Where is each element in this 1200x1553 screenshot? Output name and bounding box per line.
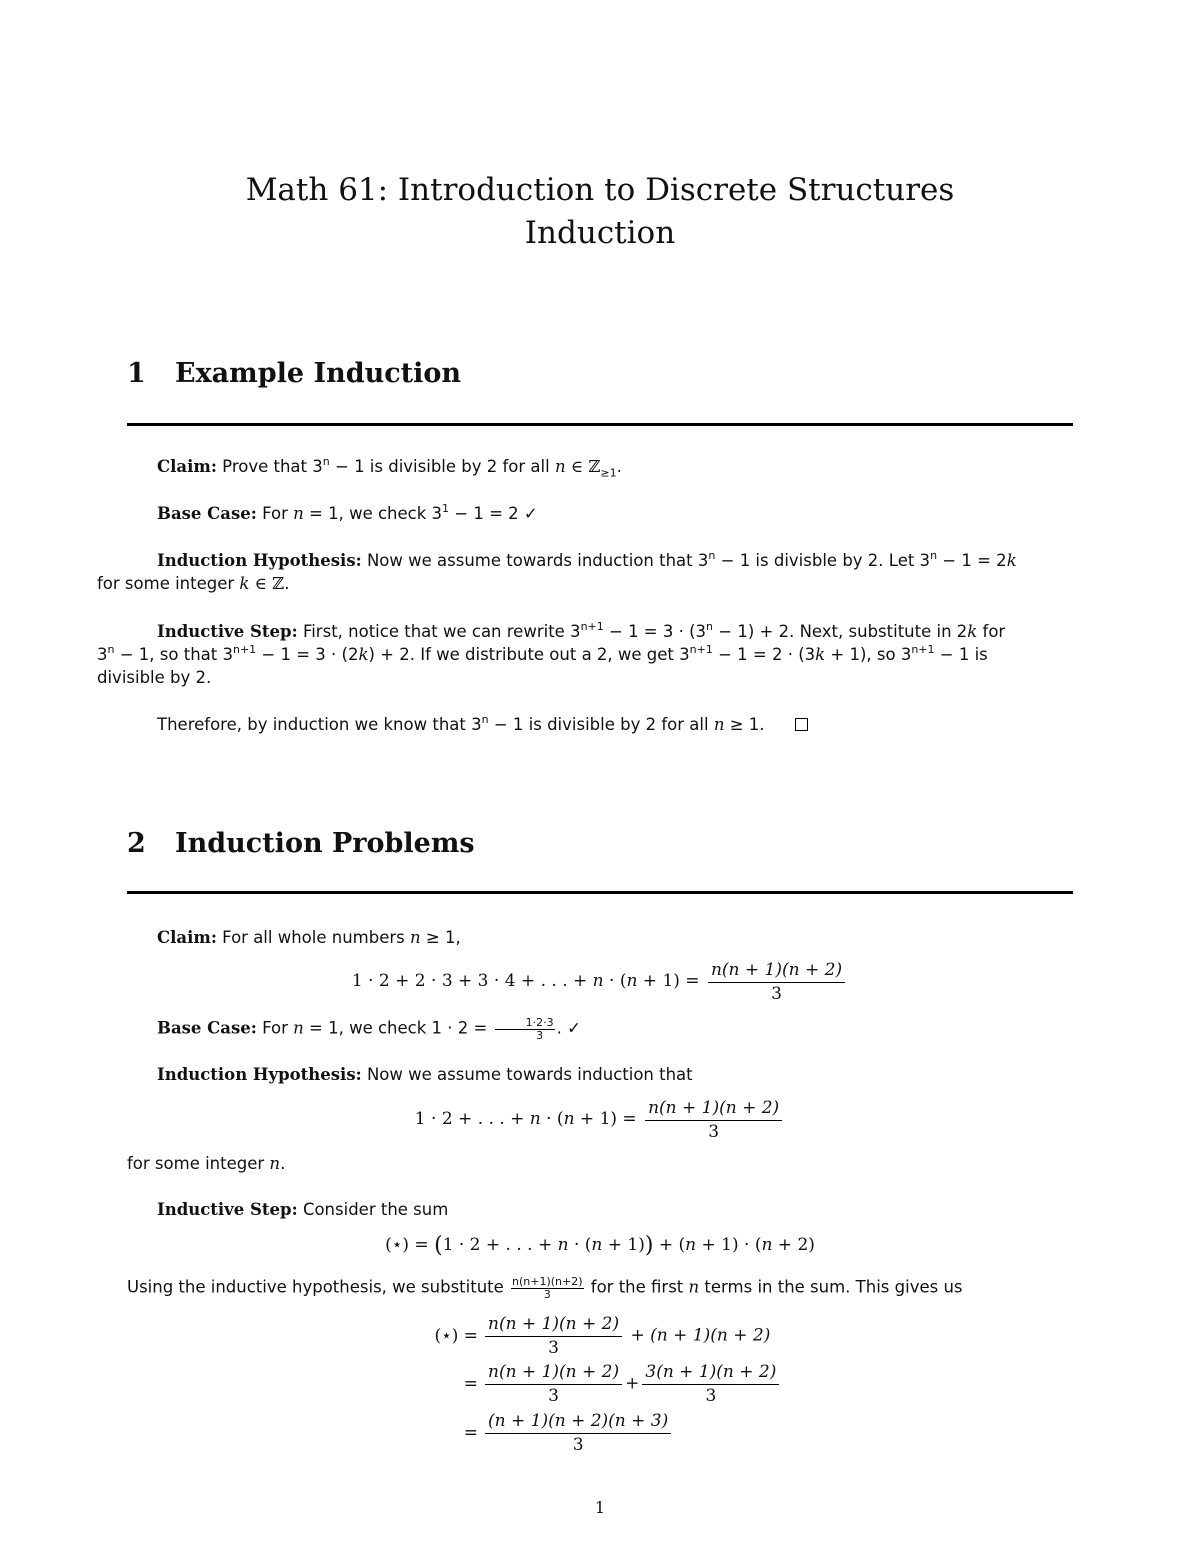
- hypothesis-paragraph: [97, 548, 1073, 595]
- hypothesis-paragraph-2: [127, 1063, 1073, 1086]
- exponent: n+1: [689, 642, 713, 656]
- base-case-paragraph: [127, 502, 1073, 525]
- text: Prove that 3: [222, 457, 323, 476]
- variable: k: [967, 622, 978, 641]
- text: ∈: [249, 574, 273, 593]
- numerator: n(n + 1)(n + 2): [645, 1096, 782, 1121]
- text: Consider the sum: [302, 1200, 449, 1219]
- text: · (: [540, 1109, 564, 1129]
- text: . ✓: [556, 1018, 581, 1038]
- text: + 1) · (: [696, 1235, 762, 1255]
- text: .: [280, 1154, 286, 1173]
- small-fraction: [495, 1016, 555, 1042]
- text: + (n + 1)(n + 2): [625, 1325, 771, 1346]
- fraction: [485, 1312, 622, 1359]
- text: − 1 = 2 · (3: [712, 645, 816, 664]
- variable: n: [713, 715, 725, 734]
- claim-equation: [0, 958, 1200, 1005]
- lhs: =: [463, 1422, 478, 1443]
- text: + 1) =: [637, 971, 700, 991]
- denominator: 3: [536, 1029, 544, 1042]
- claim-paragraph: Claim: Prove that $3^n - 1$ is divisible by 2 for all n ∈ ℤ$_{\ge 1}$.: [157, 454, 622, 480]
- text: ∈: [565, 457, 589, 476]
- sum-equation: (⋆) = (1 · 2 + . . . + n · (n + 1)) + (n + 1) · (n + 2): [385, 1233, 815, 1258]
- inductive-step-paragraph: Inductive Step: First, notice that we can rewrite $3^{n+1} - 1 = 3 \cdot (3^n - 1) + 2$. Next, substitute in 2k for $3^n - 1$, so that $3^{n+1} - 1 = 3 \cdot (2k) + 2$. If we distribute out a 2, we get $3^{n+1} - 1 = 2 \cdot (3k + 1)$, so $3^{n+1} - 1$ is divisible by 2.: [97, 619, 1006, 687]
- text: For: [262, 1018, 294, 1038]
- text: Now we assume towards induction that: [366, 1065, 693, 1084]
- fraction: [708, 958, 845, 1005]
- text: ≥ 1.: [724, 715, 765, 734]
- text: for: [977, 622, 1006, 641]
- section-number: 2: [127, 828, 146, 859]
- variable: n: [410, 928, 421, 947]
- denominator: 3: [771, 984, 782, 1004]
- fraction: [645, 1096, 782, 1143]
- text: Now we assume towards induction that 3: [366, 551, 709, 570]
- lhs: =: [463, 1373, 478, 1394]
- inductive-step-label: Inductive Step:: [157, 1200, 298, 1219]
- derivation-line-3: [420, 1409, 674, 1456]
- variable: k: [1006, 551, 1017, 570]
- hypothesis-label: Induction Hypothesis:: [157, 551, 362, 570]
- variable: n: [591, 1235, 603, 1255]
- section-1-heading: [127, 358, 461, 389]
- denominator: 3: [548, 1338, 559, 1358]
- text: Using the inductive hypothesis, we substitute: [127, 1277, 510, 1297]
- exponent: n: [930, 548, 938, 562]
- subscript: 1: [609, 466, 617, 480]
- exponent: n: [322, 454, 330, 468]
- exponent: n: [481, 712, 489, 726]
- lhs: (⋆) =: [434, 1325, 478, 1346]
- numerator: n(n + 1)(n + 2): [708, 958, 845, 983]
- text: − 1, so that 3: [114, 645, 233, 664]
- text: + 2): [772, 1235, 815, 1255]
- text: (⋆) =: [385, 1235, 435, 1255]
- numerator: 3(n + 1)(n + 2): [642, 1360, 779, 1385]
- derivation-line-1: [420, 1312, 770, 1359]
- numerator: n(n+1)(n+2): [512, 1275, 583, 1288]
- text: − 1 = 3 · (2: [256, 645, 359, 664]
- text: Therefore, by induction we know that 3: [157, 715, 482, 734]
- document-subtitle: Induction: [524, 215, 676, 251]
- text: + (: [653, 1235, 686, 1255]
- denominator: 3: [543, 1288, 551, 1301]
- text: = 1, we check 3: [303, 504, 443, 523]
- text: First, notice that we can rewrite 3: [302, 622, 581, 641]
- exponent: n+1: [232, 642, 257, 656]
- text: = 1, we check 1 · 2 =: [303, 1018, 493, 1038]
- for-some-integer-text: [127, 1152, 1073, 1175]
- section-number: 1: [127, 358, 146, 389]
- variable: n: [293, 504, 304, 523]
- exponent: 1: [442, 501, 450, 515]
- page-number: 1: [594, 1498, 606, 1517]
- variable: k: [239, 574, 250, 593]
- conclusion-paragraph: [127, 713, 1073, 736]
- variable: n: [626, 971, 638, 991]
- variable: k: [358, 645, 369, 664]
- section-2-heading: [127, 828, 475, 859]
- text: For all whole numbers: [222, 928, 410, 947]
- text: .: [284, 574, 290, 593]
- variable: n: [685, 1235, 697, 1255]
- qed-box-icon: [795, 718, 808, 731]
- text: − 1 is divisble by 2. Let 3: [715, 551, 931, 570]
- text: · (: [603, 971, 627, 991]
- variable: n: [557, 1235, 569, 1255]
- variable: n: [761, 1235, 773, 1255]
- variable: k: [815, 645, 826, 664]
- document-title: Math 61: Introduction to Discrete Structures: [245, 172, 955, 208]
- text: − 1 = 3 · (3: [603, 622, 707, 641]
- denominator: 3: [708, 1122, 720, 1142]
- exponent: n: [706, 619, 714, 633]
- fraction: [642, 1360, 779, 1407]
- section-title: Example Induction: [175, 358, 462, 389]
- text: 1 · 2 + 2 · 3 + 3 · 4 + . . . +: [351, 971, 593, 991]
- denominator: 3: [705, 1386, 717, 1406]
- inductive-step-label: Inductive Step:: [157, 622, 298, 641]
- numerator: n(n + 1)(n + 2): [485, 1360, 622, 1385]
- claim-label: Claim:: [157, 928, 217, 947]
- integer-set: ℤ: [272, 574, 285, 593]
- variable: n: [529, 1109, 541, 1129]
- section-title: Induction Problems: [175, 828, 475, 859]
- text: +: [625, 1373, 640, 1394]
- numerator: n(n + 1)(n + 2): [485, 1312, 622, 1337]
- variable: n: [688, 1277, 700, 1297]
- text: for some integer: [97, 574, 240, 593]
- variable: n: [592, 971, 604, 991]
- text: for the first: [585, 1277, 689, 1297]
- text: − 1 is divisible by 2 for all: [329, 457, 555, 476]
- text: + 1), so 3: [825, 645, 912, 664]
- exponent: n+1: [911, 642, 935, 656]
- hypothesis-label: Induction Hypothesis:: [157, 1065, 362, 1084]
- text: + 1): [602, 1235, 645, 1255]
- text: For: [262, 504, 294, 523]
- exponent: n: [107, 642, 115, 656]
- hypothesis-equation: [0, 1096, 1200, 1143]
- substitution-sentence: [127, 1275, 1073, 1301]
- exponent: n: [708, 548, 716, 562]
- variable: n: [269, 1154, 281, 1173]
- denominator: 3: [548, 1386, 559, 1406]
- text: for some integer: [127, 1154, 270, 1173]
- text: 1 · 2 + . . . +: [442, 1235, 558, 1255]
- text: divisible by 2.: [97, 668, 212, 687]
- integer-set: ℤ: [588, 457, 601, 476]
- text: − 1) + 2. Next, substitute in 2: [713, 622, 968, 641]
- base-case-label: Base Case:: [157, 1018, 257, 1038]
- numerator: (n + 1)(n + 2)(n + 3): [485, 1409, 671, 1434]
- text: ) + 2. If we distribute out a 2, we get 3: [368, 645, 690, 664]
- text: − 1 = 2 ✓: [449, 504, 538, 523]
- text: terms in the sum. This gives us: [699, 1277, 963, 1297]
- variable: n: [554, 457, 566, 476]
- text: + 1) =: [574, 1109, 637, 1129]
- fraction: [485, 1409, 671, 1456]
- fraction: [485, 1360, 622, 1407]
- inductive-step-paragraph-2: [127, 1198, 1073, 1221]
- section-rule: [127, 423, 1073, 426]
- text: .: [616, 457, 622, 476]
- text: ≥ 1,: [420, 928, 461, 947]
- claim-label: Claim:: [157, 457, 217, 476]
- denominator: 3: [572, 1435, 584, 1455]
- text: 1 · 2 + . . . +: [414, 1109, 530, 1129]
- numerator: 1·2·3: [495, 1016, 555, 1030]
- text: · (: [568, 1235, 592, 1255]
- base-case-label: Base Case:: [157, 504, 257, 523]
- small-fraction: [511, 1275, 584, 1301]
- section-rule: [127, 891, 1073, 894]
- text: − 1 = 2: [937, 551, 1007, 570]
- variable: n: [293, 1018, 304, 1038]
- text: − 1 is: [934, 645, 988, 664]
- text: − 1 is divisible by 2 for all: [488, 715, 714, 734]
- claim-paragraph-2: [127, 926, 1073, 949]
- derivation-line-2: [420, 1360, 782, 1407]
- exponent: n+1: [580, 619, 604, 633]
- base-case-paragraph-2: [127, 1016, 1073, 1042]
- variable: n: [563, 1109, 575, 1129]
